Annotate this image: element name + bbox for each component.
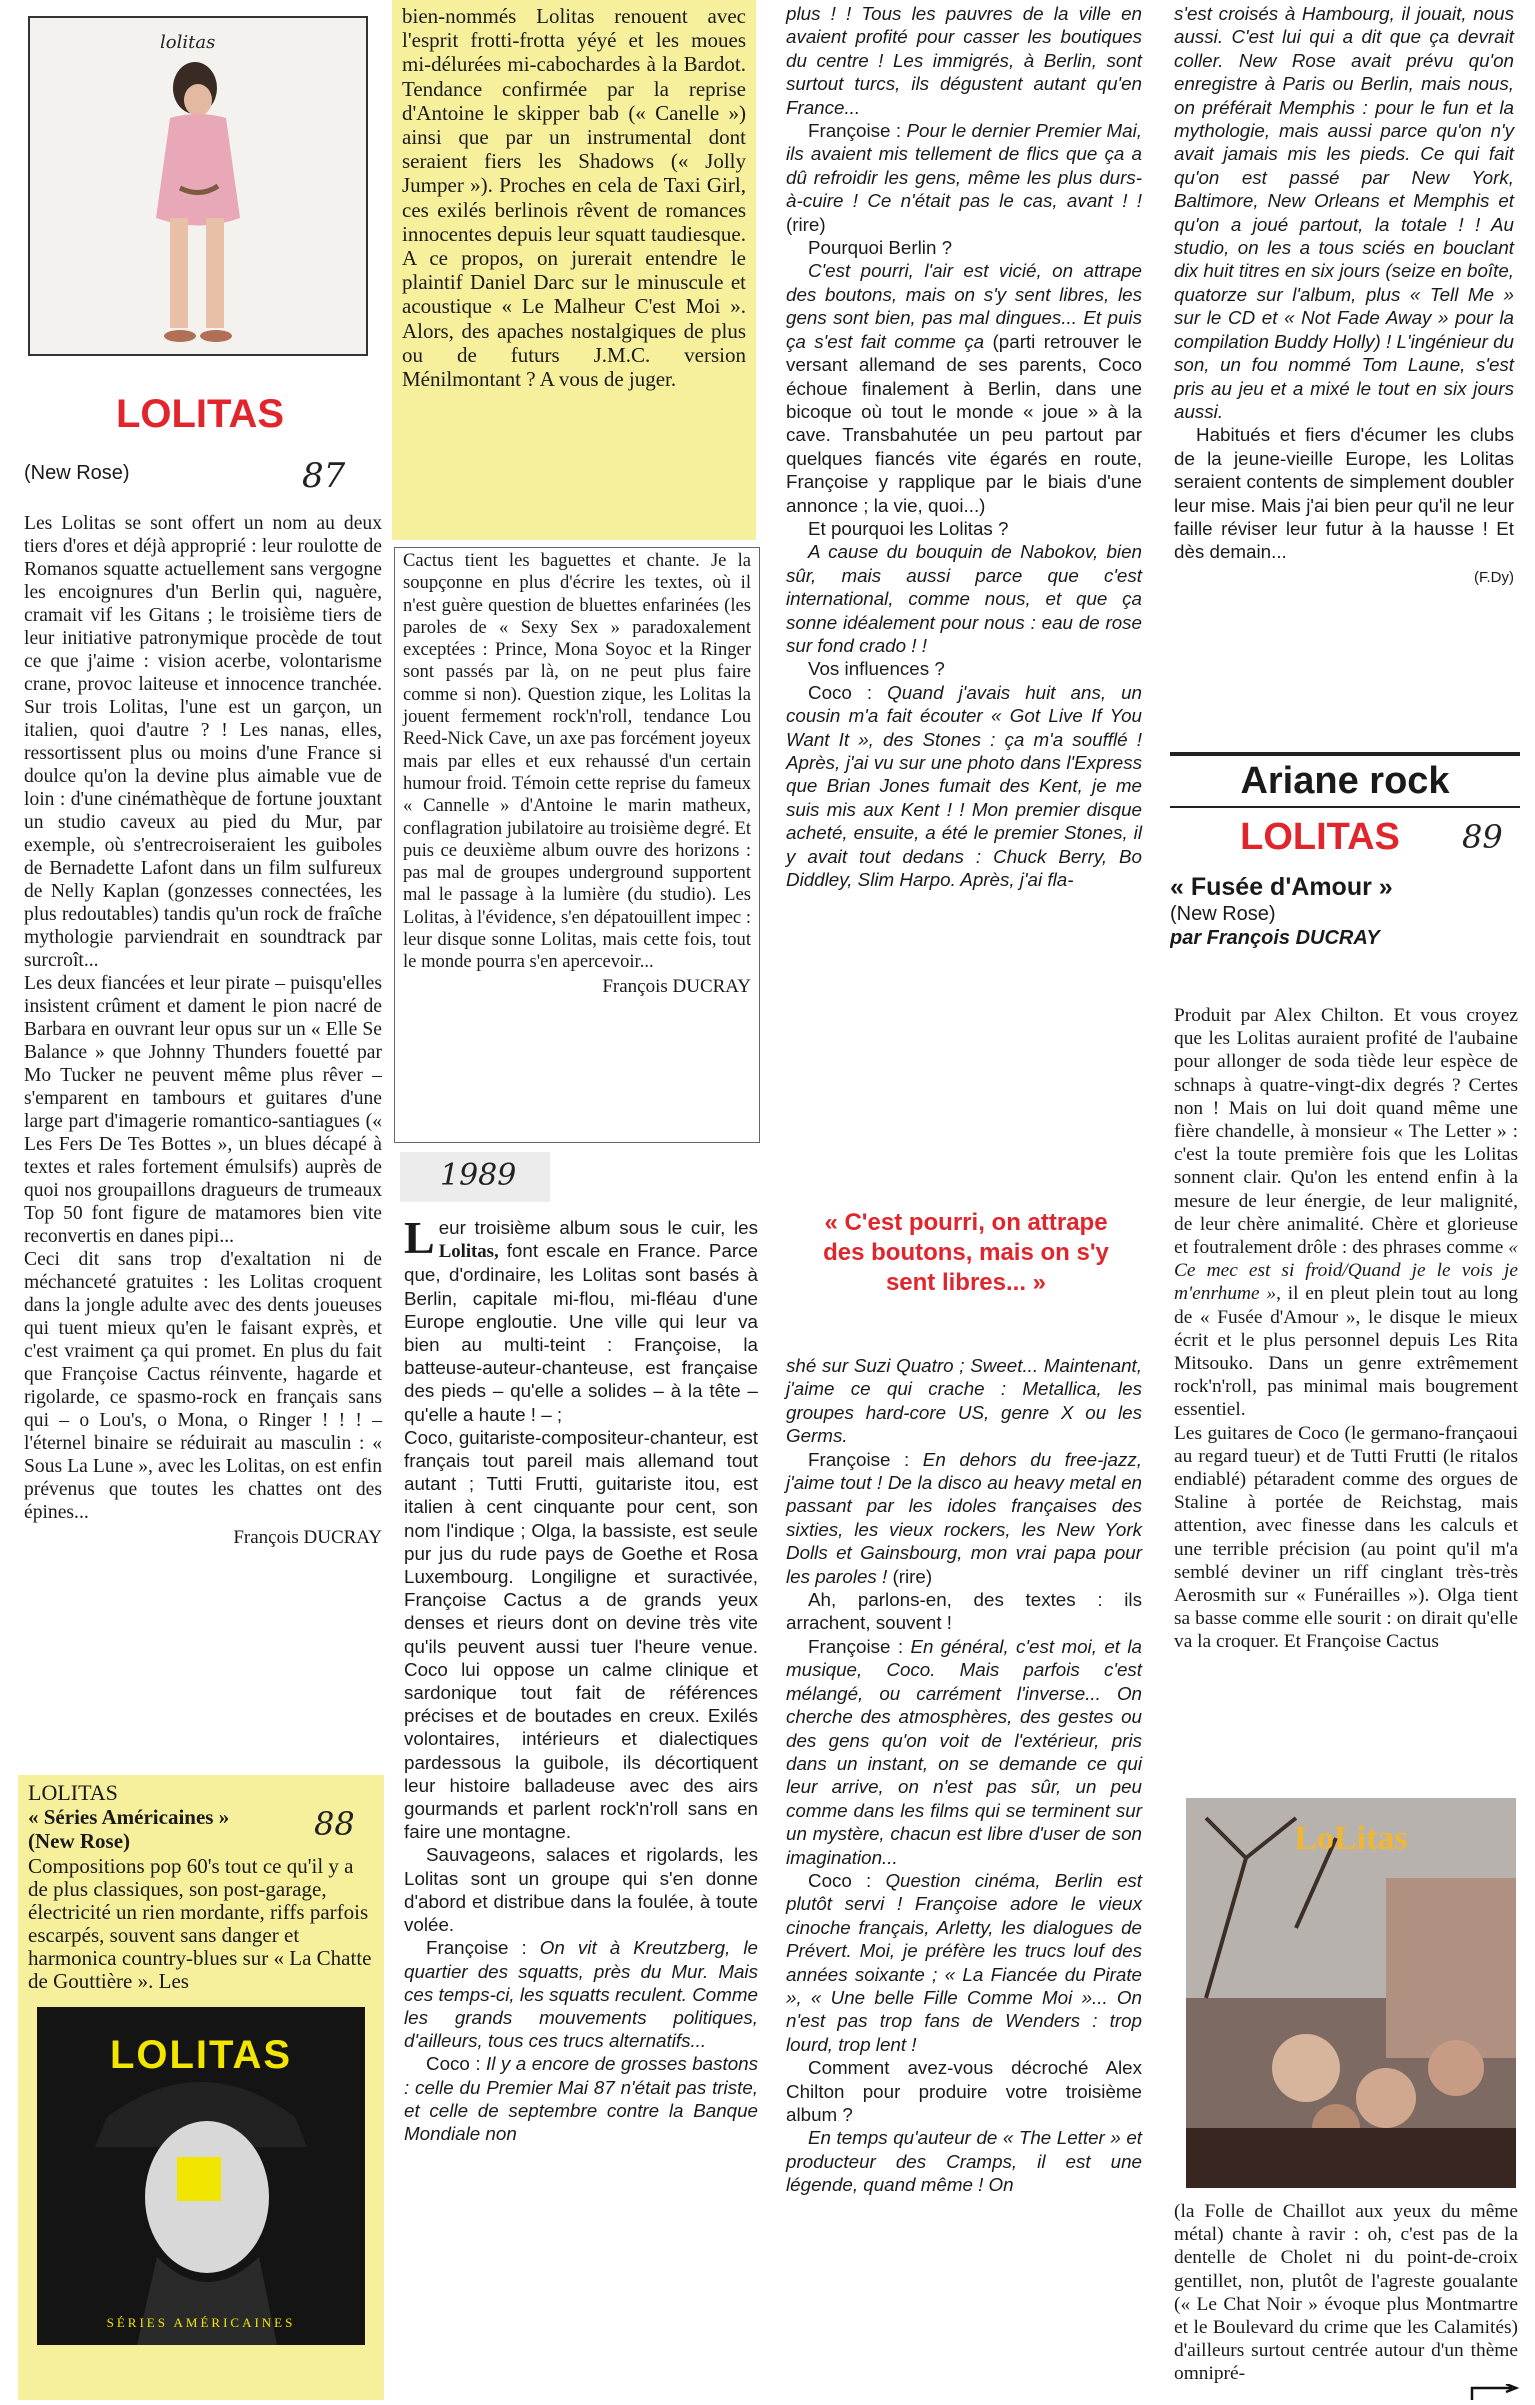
- article3-label: (New Rose): [28, 1829, 131, 1853]
- answer: shé sur Suzi Quatro ; Sweet... Maintenant, j'aime ce qui crache : Metallica, les groupes hard-core US, genre X ou les Germs.: [786, 1355, 1142, 1447]
- article2-clipping: [392, 0, 756, 540]
- article6-quote: « Ce mec est si froid/Quand je le vois je m'enrhume »: [1174, 1237, 1518, 1305]
- answer: En général, c'est moi, et la musique, Coco. Mais parfois c'est mélangé, ou carrément l'inverse... On cherche des atmosphères, des gestes ou des gens qu'on voit de l'extérieur, pris dans un instant, on se demande ce qui leur arrive, on n'est pas sûr, un peu comme dans les films qui se terminent sur un mystère, chacun est libre d'user de son imagination...: [786, 1635, 1142, 1868]
- article6-header-block: [1170, 752, 1520, 982]
- article1-paragraph: Les deux fiancées et leur pirate – puisqu'elles insistent crûment et dament le pion nacré de Barbara en ouvrant leur opus sur un « Elle Se Balance » que Johnny Thunders fouetté par Mo Tucker ne peuvent même plus rêver – s'emparent en tambours et guitares d'une large part d'imagerie romantico-santiagues (« Les Fers De Tes Bottes », un blues décapé à textes et rales fortement émulsifs) auprès de quoi nos groupaillons dragueurs de trumeaux Top 50 font figure de matamores bien vite reconvertis en danes pipi...: [24, 973, 382, 1247]
- question: Vos influences ?: [808, 658, 945, 680]
- speaker-answer: Il y a encore de grosses bastons : celle du Premier Mai 87 n'était pas triste, et celle de septembre contre la Banque Mondiale non: [404, 2053, 758, 2144]
- article6-text: Produit par Alex Chilton. Et vous croyez que les Lolitas auraient profité de l'aubaine pour allonger de soda tiède leur espèce de schnaps à quatre-vingt-dix degrés ? Certes non ! Mais on lui doit quand même une fière chandelle, à monsieur « The Letter » : c'est la toute première fois que les Lolitas sonnent clair. Qu'on les entend enfin à la mesure de leur énergie, de leur malignité, de leur chère animalité. Chère et glorieuse et foutralement drôle : des phrases comme: [1174, 1005, 1518, 1259]
- cover-caption: SÉRIES AMÉRICAINES: [106, 2315, 296, 2330]
- label-text: (New Rose): [24, 462, 130, 484]
- aside: (rire): [887, 1565, 933, 1587]
- question: Ah, parlons-en, des textes : ils arrachent, souvent !: [786, 1589, 1142, 1634]
- speaker-name: Coco :: [808, 1869, 886, 1891]
- article3-album: « Séries Américaines »: [28, 1805, 230, 1829]
- article6-text: Les guitares de Coco (le germano-françaoui au regard tueur) et de Tutti Frutti (le ritalos endiablé) pétaradent comme des orgues de Staline à portée de Reichstag, mais attention, avec finesse dans les calculs et une terrible précision (au point qu'il m'a semblé deviner un riff cinglant très-très Aerosmith sur « Funérailles »). Olga tient sa basse comme elle sourit : on dirait qu'elle va la croquer. Et Françoise Cactus: [1174, 1422, 1518, 1653]
- continue-arrow-icon: [1468, 2384, 1528, 2402]
- article3-clipping: [18, 1775, 384, 2400]
- speaker-name: Françoise :: [808, 1448, 923, 1470]
- drop-cap: L: [404, 1216, 435, 1263]
- article6-text: , il en pleut plein tout au long de « Fusée d'Amour », le disque le mieux écrit et le plus personnel depuis Les Rita Mitsouko. Dans un genre extrêmement rock'n'roll, pas minimal mais bougrement essentiel.: [1174, 1283, 1518, 1421]
- article4-clipping: [394, 547, 760, 1143]
- article1-label: [24, 456, 374, 506]
- handwritten-issue-number: 87: [302, 456, 346, 496]
- question: Et pourquoi les Lolitas ?: [808, 517, 1009, 539]
- article6-body: [1174, 1004, 1518, 1784]
- article1-body: [24, 512, 382, 1717]
- article2-paragraph: bien-nommés Lolitas renouent avec l'esprit frotti-frotta yéyé et les moues mi-délurées mi-cabochardes à la Bardot. Tendance confirmée par la reprise d'Antoine le skipper bab (« Canelle ») ainsi que par un instrumental dont seraient fiers les Shadows (« Jolly Jumper »). Proches en cela de Taxi Girl, ces exilés berlinois rêvent de romances innocentes depuis leur squatt taudiesque. A ce propos, on jurerait entendre le plaintif Daniel Darc sur le minuscule et acoustique « Le Malheur C'est Moi ». Alors, des apaches nostalgiques de plus ou de futurs J.M.C. version Ménilmontant ? A vous de juger.: [402, 4, 746, 392]
- intro-rest: font escale en France. Parce que, d'ordinaire, les Lolitas sont basés à Berlin, capitale mi-flou, mi-fléau d'une Europe engloutie. Une ville qui leur va bien au multi-teint : Françoise, la batteuse-auteur-chanteuse, est française des pieds – qu'elle a solides – à la tête – qu'elle a haute ! – ;: [404, 1240, 758, 1425]
- article4-text: Cactus tient les baguettes et chante. Je la soupçonne en plus d'écrire les textes, où il n'est guère question de bluettes enfarinées (les paroles de « Sexy Sex » paradoxalement exceptées : Prince, Mona Soyoc et la Ringer sont passés par là, on ne peut plus faire comme si non). Question zique, les Lolitas la jouent fermement rock'n'roll, tendance Lou Reed-Nick Cave, un axe pas forcément joyeux mais par elles et eux rehaussé d'un certain humour froid. Témoin cette reprise du fameux « Cannelle » d'Antoine le marin matheux, conflagration jubilatoire au troisième degré. Et puis ce deuxième album ouvre des horizons : pas mal de groupes underground supportent mal le passage à la lumière (du studio). Les Lolitas, à l'évidence, s'en dépatouillent impec : leur disque sonne Lolitas, mais cette fois, tout le monde pourra s'en apercevoir...: [403, 550, 751, 973]
- article6-album: « Fusée d'Amour »: [1170, 873, 1393, 901]
- speaker-name: Françoise :: [426, 1937, 540, 1959]
- album-cover-fusee-damour: [1186, 1798, 1516, 2188]
- article1-title: LOLITAS: [115, 392, 285, 436]
- answer: Quand j'avais huit ans, un cousin m'a fait écouter « Got Live If You Want It », des Stones : ça m'a soufflé ! Après, j'ai vu sur une photo dans l'Express que Brian Jones fumait des Kent, je me suis mis aux Kent ! ! Mon premier disque acheté, ensuite, a été le premier Stones, il y avait tout dedans : Chuck Berry, Bo Diddley, Slim Harpo. Après, j'ai fla-: [786, 681, 1142, 891]
- article4-signature: François DUCRAY: [602, 975, 751, 997]
- article1-paragraph: Ceci dit sans trop d'exaltation ni de méchanceté gratuites : les Lolitas croquent dans la jongle adulte avec des dents joueuses qui tuent mieux qu'en le faisant exprès, et c'est vraiment ça qui promet. En plus du fait que Françoise Cactus réinvente, hagarde et rigolarde, ce spasmo-rock en français sans qui – o Lou's, o Mona, o Ringer ! ! ! – l'éternel binaire se réduirait au masculin : « Sous La Lune », avec les Lolitas, on est enfin prévenus que toutes les chattes ont des épines...: [24, 1249, 382, 1523]
- handwritten-year: 1989: [440, 1158, 517, 1193]
- cover-logo: LOLITAS: [109, 2033, 293, 2077]
- col4-signature: (F.Dy): [1474, 568, 1514, 586]
- answer: C'est pourri, l'air est vicié, on attrape des boutons, mais on s'y sent libres, les gens sont bien, pas mal dingues... Et puis ça s'est fait comme ça: [786, 260, 1142, 352]
- intro-lead: eur troisième album sous le cuir, les: [438, 1217, 758, 1238]
- answer: s'est croisés à Hambourg, il jouait, nous aussi. C'est lui qui a dit que ça devrait coller. New Rose avait prévu qu'on enregistre à Paris ou Berlin, mais nous, on préférait Memphis : pour le fun et la mythologie, mais aussi parce qu'on n'y avait jamais mis les pieds. Ce qui fait qu'on est passé par New York, Baltimore, New Orleans et Memphis et qu'on a joué partout, la totale ! ! Au studio, on les a tous sciés en bouclant dix huit titres en six jours (seize en boîte, quatorze sur l'album, plus « Tell Me » sur le CD et « Not Fade Away » pour la compilation Buddy Holly) ! L'ingénieur du son, un fou nommé Tom Laune, s'est pris au jeu et a mixé le tout en six jours aussi.: [1174, 3, 1514, 422]
- answer: En temps qu'auteur de « The Letter » et producteur des Cramps, il est une légende, quand même ! On: [786, 2127, 1142, 2196]
- interview-body: [400, 1216, 762, 2401]
- aside: (rire): [786, 213, 826, 235]
- interview-paragraph: Coco, guitariste-compositeur-chanteur, est français tout pareil mais allemand tout autant ; Tutti Frutti, guitariste itou, est italien à cent cinquante pour cent, son nom l'indique ; Olga, la bassiste, est seule pur jus du rude pays de Goethe et Rosa Luxembourg. Longiligne et suractivée, Françoise Cactus a de grands yeux denses et rieurs dont on devine très vite qu'ils peuvent aussi tuer l'heure venue. Coco lui oppose un calme clinique et sardonique tout fait de références précises et de boutades en creux. Exilés volontaires, intérieurs et dialectiques pardessous la guibole, ils décortiquent leur histoire balladeuse avec des airs gourmands et parlent rock'n'roll sans en faire une montagne.: [404, 1426, 758, 1843]
- article6-text: (la Folle de Chaillot aux yeux du même métal) chante à ravir : oh, c'est pas de la dentelle de Cholet ni du point-de-croix gentillet, non, plutôt de l'agreste goualante (« Le Chat Noir » évoque plus Montmartre et le Boulevard du crime que les Calamités) d'ailleurs surtout centrée autour d'un thème omnipré-: [1174, 2201, 1518, 2385]
- article6-label: (New Rose): [1170, 903, 1276, 925]
- answer: Pour le dernier Premier Mai, ils avaient mis tellement de flics que ça a dû refroidir les gens, même les plus durs-à-cuire ! Ce n'était pas le cas, avant ! !: [786, 120, 1142, 212]
- col3-lower: [780, 1352, 1148, 2402]
- cover-logo: LoLitas: [1294, 1820, 1408, 1857]
- question: Comment avez-vous décroché Alex Chilton pour produire votre troisième album ?: [786, 2057, 1142, 2125]
- answer: A cause du bouquin de Nabokov, bien sûr, mais aussi parce que c'est international, comme nous, et que ça sonne idéalement pour nous : eau de rose sur fond crado ! !: [786, 541, 1142, 656]
- article1-signature: François DUCRAY: [233, 1527, 382, 1548]
- aside: (parti retrouver le versant allemand de ses parents, Coco échoue finalement à Berlin, dans une bicoque où tout le monde « joue » à la cave. Transbahutée un peu partout par quelques fiancés vite égarés en route, Françoise y rapplique par le biais d'une annonce ; la vie, quoi...): [786, 330, 1142, 516]
- article1-paragraph: Les Lolitas se sont offert un nom au deux tiers d'ores et déjà approprié : leur roulotte de Romanos squatte actuellement sans vergogne les encoignures d'un Berlin qui, naguère, cramait vif les Gitans ; le troisième tiers de leur initiative patronymique procède de tout ce que j'aime : vision acerbe, volontarisme crane, provoc laiteuse et innocence tranchée. Sur trois Lolitas, l'une est un garçon, un italien, quoi d'autre ? ! Les nanas, elles, ressortissent plus ou moins d'une France si doulce qu'on la devine plus aimable vue de loin : d'une cinémathèque de fortune jouxtant un studio caveux au pied du Mur, par exemple, où s'entrecroiseraient les guiboles de Bernadette Lafont dans un film sulfureux de Nelly Kaplan (gonzesses connectées, les plus redoutables) tandis qu'un rock de fraîche mythologie parviendrait en soundtrack par surcroît...: [24, 513, 382, 971]
- speaker-name: Françoise :: [808, 1635, 911, 1657]
- speaker-name: Coco :: [426, 2053, 487, 2075]
- question: Pourquoi Berlin ?: [808, 237, 953, 259]
- interview-year-tag: [400, 1152, 550, 1202]
- speaker-answer: On vit à Kreutzberg, le quartier des squatts, près du Mur. Mais ces temps-ci, les squatts reculent. Comme les grands mouvements politiques, d'ailleurs, tous ces trucs alternatifs...: [404, 1937, 758, 2052]
- album-cover-lolitas-87: [28, 16, 368, 356]
- intro-band-name: Lolitas,: [438, 1241, 499, 1263]
- article6-title: LOLITAS: [1240, 816, 1400, 858]
- cover-script: lolitas: [160, 32, 216, 53]
- handwritten-issue-number: 88: [314, 1805, 355, 1843]
- col3-upper: [780, 0, 1148, 1160]
- speaker-name: Coco :: [808, 681, 888, 703]
- cover-figure-illustration: [30, 18, 366, 354]
- answer: Question cinéma, Berlin est plutôt servi ! Françoise adore le vieux cinoche français, Arletty, les dialogues de Prévert. Moi, je préfère les trucs louf des années soixante ; « La Fiancée du Pirate », « Une belle Fille Comme Moi »... On n'est pas trop fans de Wenders : trop lourd, trop lent !: [786, 1869, 1142, 2055]
- article3-text: Compositions pop 60's tout ce qu'il y a de plus classiques, son post-garage, électricité un rien mordante, riffs parfois escarpés, souvent sans danger et harmonica country-blues sur « La Chatte de Gouttière ». Les: [28, 1854, 372, 1993]
- section-header: Ariane rock: [1170, 752, 1520, 808]
- answer: plus ! ! Tous les pauvres de la ville en avaient profité pour casser les boutiques du centre ! Les immigrés, à Berlin, sont surtout turcs, ils dégustent autant qu'en France...: [786, 3, 1142, 118]
- handwritten-issue-number: 89: [1462, 818, 1503, 856]
- answer: En dehors du free-jazz, j'aime tout ! De la disco au heavy metal en passant par les idoles françaises des sixties, les vieux rockers, les New York Dolls et Gainsbourg, mon vrai papa pour les paroles !: [786, 1448, 1142, 1587]
- article6-continued: [1174, 2200, 1518, 2400]
- speaker-name: Françoise :: [808, 120, 907, 142]
- closing-paragraph: Habitués et fiers d'écumer les clubs de la jeune-vieille Europe, les Lolitas seraient contents de simplement doubler leur mise. Mais j'ai bien peur qu'il ne leur faille réviser leur futur à la hausse ! Et dès demain...: [1174, 424, 1514, 563]
- article6-byline: par François DUCRAY: [1170, 927, 1380, 949]
- article3-header: LOLITAS: [28, 1780, 118, 1805]
- pull-quote-text: « C'est pourri, on attrape des boutons, mais on s'y sent libres... »: [823, 1209, 1109, 1296]
- interview-paragraph: Sauvageons, salaces et rigolards, les Lolitas sont un groupe qui s'en donne d'abord et distribue dans la foulée, à toute volée.: [404, 1844, 758, 1936]
- album-cover-series-americaines: [37, 2007, 365, 2345]
- pull-quote: [786, 1168, 1146, 1338]
- col4-interview-end: [1170, 0, 1518, 742]
